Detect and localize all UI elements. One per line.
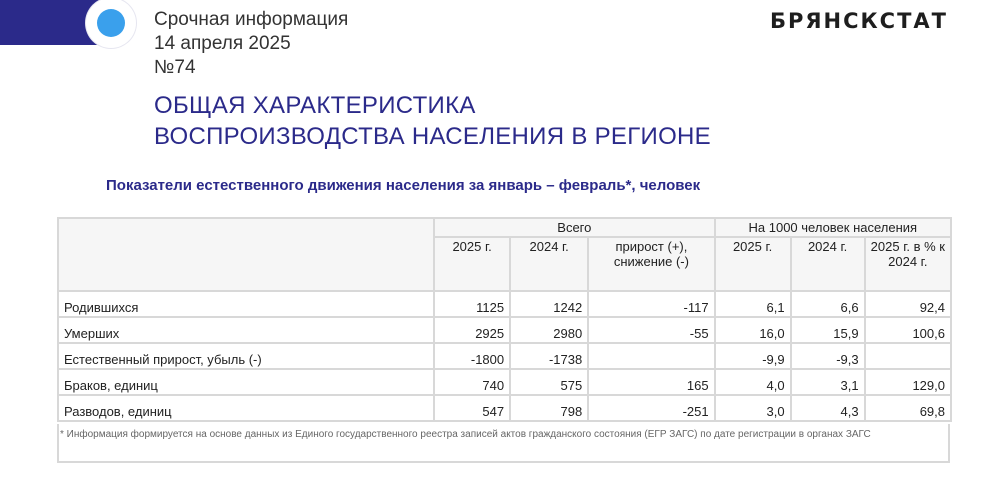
table-row: Браков, единиц 740 575 165 4,0 3,1 129,0 <box>58 369 951 395</box>
page-title: ОБЩАЯ ХАРАКТЕРИСТИКА ВОСПРОИЗВОДСТВА НАСЕЛЕНИЯ В РЕГИОНЕ <box>154 92 711 150</box>
table-caption: Показатели естественного движения населения за январь – февраль*, человек <box>106 177 701 194</box>
header-change: прирост (+), снижение (-) <box>588 237 714 291</box>
footnote: * Информация формируется на основе данных из Единого государственного реестра записей актов гражданского состояния (ЕГР ЗАГС) по дате регистрации в органах ЗАГС <box>60 429 871 440</box>
table-row: Естественный прирост, убыль (-) -1800 -1738 -9,9 -9,3 <box>58 343 951 369</box>
stats-table <box>57 217 952 422</box>
doc-date: 14 апреля 2025 <box>154 33 291 54</box>
table-row: Родившихся 1125 1242 -117 6,1 6,6 92,4 <box>58 291 951 317</box>
logo: БРЯНСКСТАТ <box>769 9 948 33</box>
header-2024-per1000: 2024 г. <box>791 237 865 291</box>
header-2025: 2025 г. <box>434 237 510 291</box>
header-2024: 2024 г. <box>510 237 588 291</box>
brand-circle-icon <box>86 0 136 48</box>
doc-number: №74 <box>154 57 196 78</box>
table-row: Разводов, единиц 547 798 -251 3,0 4,3 69,8 <box>58 395 951 421</box>
header-per1000: На 1000 человек населения <box>715 218 951 237</box>
header-corner <box>58 218 434 291</box>
table-row: Умерших 2925 2980 -55 16,0 15,9 100,6 <box>58 317 951 343</box>
header-pct: 2025 г. в % к 2024 г. <box>865 237 951 291</box>
header-2025-per1000: 2025 г. <box>715 237 791 291</box>
header-meta <box>154 8 348 80</box>
header-total: Всего <box>434 218 715 237</box>
doc-type: Срочная информация <box>154 9 349 30</box>
brand-bar <box>0 0 100 45</box>
